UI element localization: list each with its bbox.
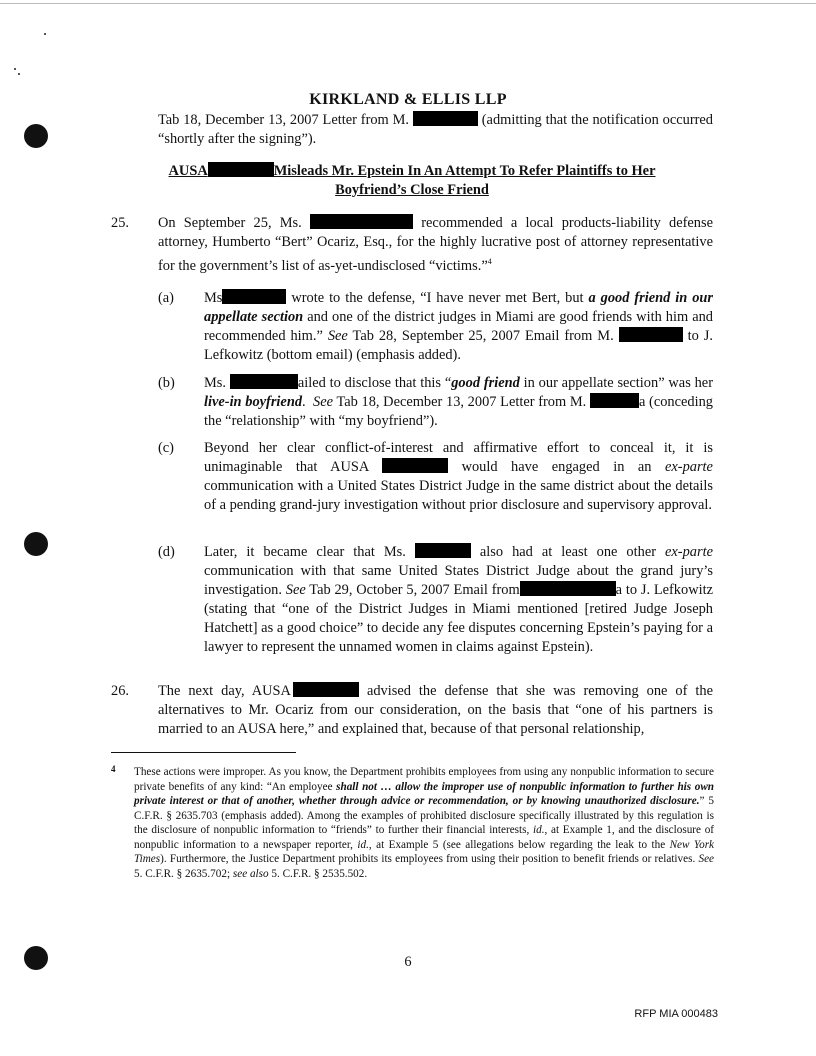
subparagraph-label: (c) [158,440,174,456]
subparagraph-label: (b) [158,375,175,391]
subparagraph-c: Beyond her clear conflict-of-interest and affirmative effort to conceal it, it is unimaginable that AUSA would have engaged in an ex-parte communication with a United States District Judge in the same district about the details of a pending grand-jury investigation without prior disclosure and supervisory approval. [204,440,713,513]
paragraph-number: 26. [111,683,129,699]
scan-speck [14,68,16,70]
subparagraph-d: Later, it became clear that Ms. also had at least one other ex-parte communication with that same United States District Judge about the grand jury’s investigation. See Tab 29, October 5, 2007 Email from a to J. Lefkowitz (stating that “one of the District Judges in Miami mentioned [retired Judge Joseph Hatchett] as a good choice” to decide any fee disputes concerning Epstein’s paying for a lawyer to represent the unnamed women in claims against Epstein). [204,544,713,655]
redaction-box [310,214,413,229]
bates-number: RFP MIA 000483 [634,1008,718,1020]
scan-speck [18,73,20,75]
subparagraph-b: Ms. ailed to disclose that this “good friend in our appellate section” was her live-in boyfriend. See Tab 18, December 13, 2007 Letter from M. a (conceding the “relationship” with “my boyfriend”). [204,375,713,429]
intro-continuation: Tab 18, December 13, 2007 Letter from M. (admitting that the notification occurred “shortly after the signing”). [158,112,713,147]
footnote-separator [111,752,296,753]
redaction-box [222,289,286,304]
page-number: 6 [404,954,412,970]
punch-hole [24,124,48,148]
scan-speck [44,33,46,35]
paragraph-25: On September 25, Ms. recommended a local products-liability defense attorney, Humberto “Bert” Ocariz, Esq., for the highly lucrative post of attorney representative for the government’s list of as-yet-undisclosed “victims.”$^4$ [158,215,713,274]
redaction-box [415,543,471,558]
punch-hole [24,532,48,556]
subparagraph-label: (d) [158,544,175,560]
paragraph-number: 25. [111,215,129,231]
footnote-reference: 4 [487,257,492,266]
redaction-box [382,458,448,473]
footnote-mark: 4 [111,764,116,774]
letterhead-firm-name: KIRKLAND & ELLIS LLP [309,91,507,108]
subparagraph-a: Ms wrote to the defense, “I have never met Bert, but a good friend in our appellate section and one of the district judges in Miami are good friends with him and recommended him.” See Tab 28, September 25, 2007 Email from M. to J. Lefkowitz (bottom email) (emphasis added). [204,290,714,363]
scan-edge-line [0,3,816,4]
redaction-box [413,111,478,126]
subparagraph-label: (a) [158,290,174,306]
paragraph-26: The next day, AUSA advised the defense that she was removing one of the alternatives to Mr. Ocariz from our consideration, on the basis that “one of his partners is married to an AUSA here,” and explained that, because of that personal relationship, [158,683,713,737]
redaction-box [619,327,683,342]
redaction-box [520,581,616,596]
redaction-box [230,374,298,389]
section-heading: AUSA Misleads Mr. Epstein In An Attempt To Refer Plaintiffs to Her Boyfriend’s Close Friend [168,163,656,198]
redaction-box [208,162,274,177]
footnote-4: These actions were improper. As you know, the Department prohibits employees from using any nonpublic information to secure private benefits of any kind: “An employee shall not … allow the improper use of nonpublic information to further his own private interest or that of another, whether through advice or recommendation, or by knowing unauthorized disclosure.” 5 C.F.R. § 2635.703 (emphasis added). Among the examples of prohibited disclosure specifically illustrated by this regulation is the disclosure of nonpublic information to “friends” to further their financial interests, id., at Example 1, and the disclosure of nonpublic information to a newspaper reporter, id., at Example 5 (see allegations below regarding the leak to the New York Times). Furthermore, the Justice Department prohibits its employees from using their position to benefit friends or relatives. See 5. C.F.R. § 2635.702; see also 5. C.F.R. § 2535.502. [134,766,715,880]
redaction-box [293,682,359,697]
redaction-box [590,393,639,408]
